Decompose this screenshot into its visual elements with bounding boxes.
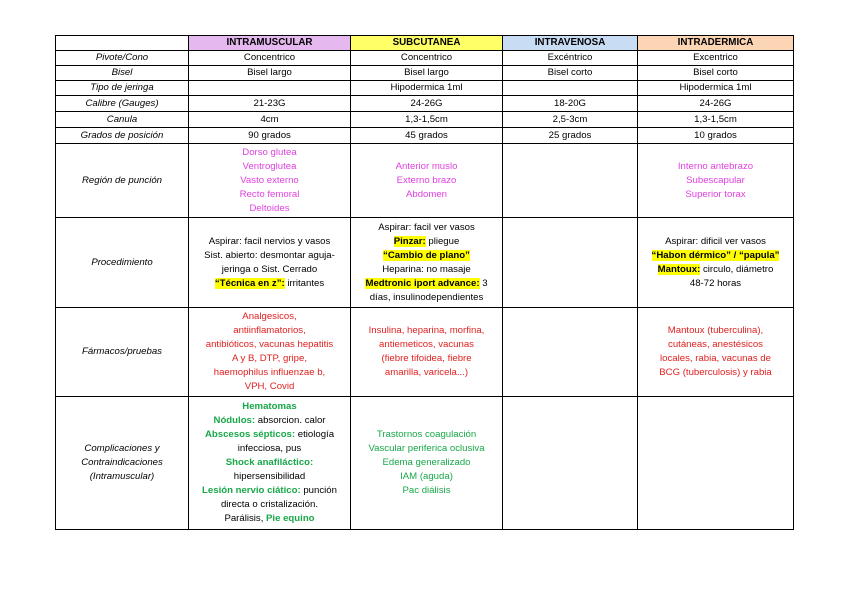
text-line: Aspirar: facil ver vasos: [378, 221, 475, 233]
cell-im: 21-23G: [189, 96, 351, 112]
header-intravenosa: INTRAVENOSA: [503, 36, 638, 51]
text-line: amarilla, varicela...): [384, 367, 469, 378]
text-line: [353, 277, 500, 291]
cell-id: Bisel corto: [638, 66, 794, 81]
list-item: Externo brazo: [396, 174, 457, 186]
cell-im: [189, 397, 351, 530]
text: 3: [479, 277, 488, 289]
green-term: Nódulos:: [213, 415, 256, 426]
cell-sc: 1,3-1,5cm: [351, 112, 503, 128]
row-canula: [56, 112, 794, 128]
row-pivote: [56, 51, 794, 66]
text-line: locales, rabia, vacunas de: [660, 353, 771, 364]
list-item: Vasto externo: [240, 174, 299, 186]
text-line: haemophilus influenzae b,: [213, 367, 326, 378]
text: punción: [300, 485, 337, 496]
row-bisel: [56, 66, 794, 81]
row-label: Procedimiento: [56, 218, 189, 308]
header-intramuscular: INTRAMUSCULAR: [189, 36, 351, 51]
label-line: (Intramuscular): [89, 471, 155, 482]
cell-sc: Concentrico: [351, 51, 503, 66]
text-line: Pac diálisis: [402, 485, 451, 496]
cell-id: 10 grados: [638, 128, 794, 144]
text-line: [640, 263, 791, 277]
highlight: Pinzar:: [393, 235, 426, 247]
text: etiología: [295, 429, 335, 440]
text-line: Sist. abierto: desmontar aguja-: [204, 249, 335, 261]
label-line: Complicaciones y: [84, 443, 160, 454]
text-line: [191, 414, 348, 428]
green-term: Pie equino: [266, 513, 315, 524]
row-farmacos: [56, 308, 794, 397]
row-label: Bisel: [56, 66, 189, 81]
row-calibre: [56, 96, 794, 112]
row-label: Tipo de jeringa: [56, 81, 189, 96]
text-line: [191, 484, 348, 498]
text-line: directa o cristalización.: [220, 499, 319, 510]
list-item: Dorso glutea: [242, 146, 297, 158]
text-line: Mantoux (tuberculina),: [667, 325, 764, 336]
cell-iv: [503, 81, 638, 96]
highlight: Medtronic iport advance:: [365, 277, 480, 289]
text-line: Edema generalizado: [382, 457, 471, 468]
cell-sc: [351, 397, 503, 530]
cell-sc: 24-26G: [351, 96, 503, 112]
row-region: [56, 144, 794, 218]
cell-im: 90 grados: [189, 128, 351, 144]
highlight: Mantoux:: [657, 263, 701, 275]
header-row: [56, 36, 794, 51]
cell-sc: [351, 144, 503, 218]
cell-sc: 45 grados: [351, 128, 503, 144]
row-grados: [56, 128, 794, 144]
highlight: “Técnica en z”:: [214, 277, 285, 289]
cell-iv: 25 grados: [503, 128, 638, 144]
list-item: Ventroglutea: [242, 160, 297, 172]
list-item: Anterior muslo: [395, 160, 458, 172]
text-line: Hematomas: [242, 401, 297, 412]
row-label: Región de punción: [56, 144, 189, 218]
cell-id: [638, 397, 794, 530]
list-item: Subescapular: [686, 174, 745, 186]
cell-im: [189, 218, 351, 308]
label-line: Contraindicaciones: [81, 457, 163, 468]
text-line: IAM (aguda): [400, 471, 453, 482]
text-line: Aspirar: dificil ver vasos: [665, 235, 766, 247]
text: irritantes: [284, 277, 325, 289]
cell-iv: 2,5-3cm: [503, 112, 638, 128]
list-item: Superior torax: [685, 188, 746, 200]
text-line: VPH, Covid: [244, 381, 295, 392]
cell-im: Bisel largo: [189, 66, 351, 81]
comparison-table: [55, 35, 794, 530]
cell-im: [189, 81, 351, 96]
cell-iv: Bisel corto: [503, 66, 638, 81]
row-label: Calibre (Gauges): [56, 96, 189, 112]
text-line: antiinflamatorios,: [233, 325, 306, 336]
text-line: Aspirar: facil nervios y vasos: [208, 235, 331, 247]
text-line: infecciosa, pus: [237, 443, 302, 454]
cell-iv: [503, 144, 638, 218]
highlight: “Cambio de plano”: [383, 249, 470, 261]
text-line: jeringa o Sist. Cerrado: [221, 263, 318, 275]
cell-id: [638, 218, 794, 308]
text-line: Trastornos coagulación: [376, 429, 477, 440]
row-complicaciones: [56, 397, 794, 530]
cell-iv: 18-20G: [503, 96, 638, 112]
text-line: [191, 277, 348, 291]
text: pliegue: [425, 235, 460, 247]
cell-sc: Hipodermica 1ml: [351, 81, 503, 96]
cell-im: [189, 144, 351, 218]
text-line: Heparina: no masaje: [382, 263, 471, 275]
green-term: Abscesos sépticos:: [204, 429, 296, 440]
text: absorcion. calor: [255, 415, 326, 426]
text-line: BCG (tuberculosis) y rabia: [659, 367, 772, 378]
row-label: Grados de posición: [56, 128, 189, 144]
cell-sc: [351, 218, 503, 308]
cell-iv: [503, 397, 638, 530]
text-line: días, insulinodependientes: [369, 291, 484, 303]
text-line: hipersensibilidad: [233, 471, 306, 482]
text-line: (fiebre tifoidea, fiebre: [381, 353, 472, 364]
row-label: Fármacos/pruebas: [56, 308, 189, 397]
row-label: Pivote/Cono: [56, 51, 189, 66]
text-line: antibióticos, vacunas hepatitis: [205, 339, 334, 350]
row-label: [56, 397, 189, 530]
text-line: antiemeticos, vacunas: [379, 339, 474, 350]
text-line: [640, 249, 791, 263]
cell-id: 24-26G: [638, 96, 794, 112]
cell-iv: [503, 218, 638, 308]
text-line: 48-72 horas: [689, 277, 742, 289]
cell-id: Hipodermica 1ml: [638, 81, 794, 96]
text-line: [353, 249, 500, 263]
header-corner: [56, 36, 189, 51]
header-intradermica: INTRADERMICA: [638, 36, 794, 51]
cell-im: Concentrico: [189, 51, 351, 66]
list-item: Deltoides: [249, 202, 290, 214]
text-line: Vascular periferica oclusiva: [368, 443, 485, 454]
text-line: [191, 428, 348, 442]
cell-id: Excentrico: [638, 51, 794, 66]
highlight: “Habon dérmico” / “papula”: [651, 249, 780, 261]
text-line: A y B, DTP, gripe,: [231, 353, 307, 364]
cell-id: [638, 144, 794, 218]
text-line: [353, 235, 500, 249]
row-procedimiento: [56, 218, 794, 308]
text-line: Insulina, heparina, morfina,: [368, 325, 485, 336]
cell-im: [189, 308, 351, 397]
cell-sc: Bisel largo: [351, 66, 503, 81]
row-jeringa: [56, 81, 794, 96]
green-term: Lesión nervio ciático:: [202, 485, 301, 496]
cell-iv: [503, 308, 638, 397]
cell-iv: Excéntrico: [503, 51, 638, 66]
row-label: Canula: [56, 112, 189, 128]
cell-id: [638, 308, 794, 397]
cell-im: 4cm: [189, 112, 351, 128]
text-line: Analgesicos,: [242, 311, 297, 322]
list-item: Abdomen: [405, 188, 448, 200]
text: circulo, diámetro: [700, 263, 774, 275]
cell-sc: [351, 308, 503, 397]
list-item: Interno antebrazo: [677, 160, 754, 172]
text-line: Shock anafiláctico:: [225, 457, 314, 468]
list-item: Recto femoral: [239, 188, 300, 200]
text: Parálisis,: [224, 513, 267, 524]
header-subcutanea: SUBCUTANEA: [351, 36, 503, 51]
text-line: [191, 512, 348, 526]
cell-id: 1,3-1,5cm: [638, 112, 794, 128]
text-line: cutáneas, anestésicos: [668, 339, 763, 350]
